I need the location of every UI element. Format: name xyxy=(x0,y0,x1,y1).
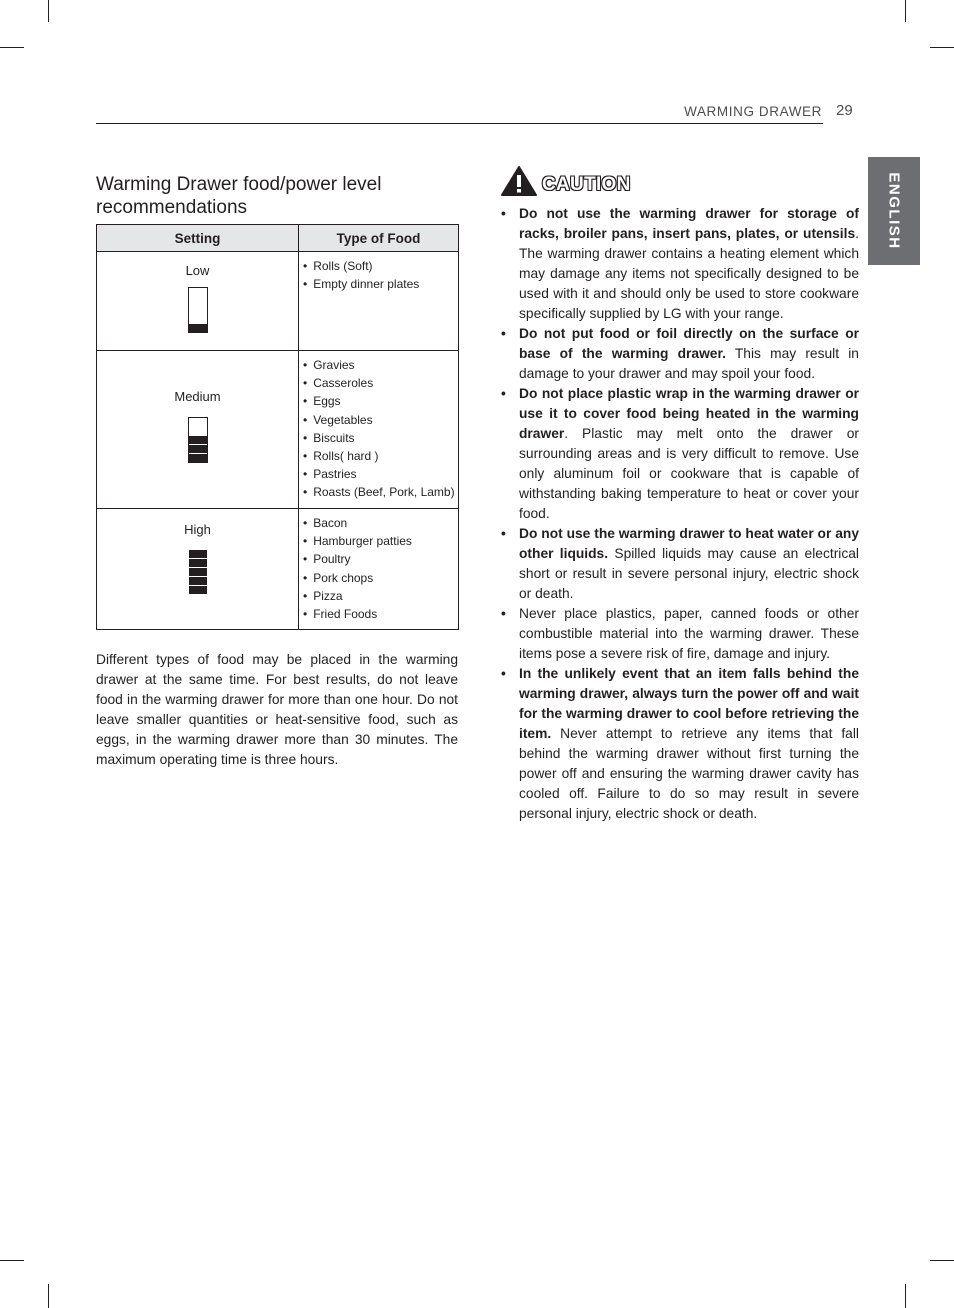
food-item: • Hamburger patties xyxy=(303,532,458,550)
caution-item xyxy=(500,324,859,384)
setting-cell xyxy=(97,509,299,630)
page-number: 29 xyxy=(836,102,853,119)
food-item: • Pastries xyxy=(303,465,458,483)
crop-mark xyxy=(905,0,906,22)
setting-cell xyxy=(97,252,299,351)
crop-mark xyxy=(930,47,954,48)
food-item: • Eggs xyxy=(303,392,458,410)
power-level-meter xyxy=(189,550,207,594)
level-segment-filled xyxy=(189,324,207,332)
food-item: • Fried Foods xyxy=(303,605,458,623)
caution-item xyxy=(500,664,859,824)
level-segment-empty xyxy=(189,427,207,435)
caution-item-text: Never attempt to retrieve any items that fall behind the warming drawer without first turning the power off and ensuring the warming drawer cavity has cooled off. Failure to do so may result in severe personal injury, electric shock or death. xyxy=(519,726,859,821)
caution-label: CAUTION xyxy=(542,174,631,195)
caution-item xyxy=(500,604,859,664)
caution-item-text: This may result in damage to your drawer and may spoil your food. xyxy=(519,346,859,381)
warning-triangle-icon xyxy=(500,165,538,197)
running-header: WARMING DRAWER xyxy=(684,104,822,119)
food-item: • Bacon xyxy=(303,514,458,532)
caution-item-bold: Do not put food or foil directly on the surface or base of the warming drawer. xyxy=(519,326,859,361)
table-row xyxy=(97,509,459,630)
caution-item xyxy=(500,204,859,324)
food-item: • Poultry xyxy=(303,550,458,568)
caution-item-text: . The warming drawer contains a heating element which may damage any items not specifically designed to be used with it and should only be used to store cookware specifically supplied by LG with your range. xyxy=(519,226,859,321)
food-item: • Pork chops xyxy=(303,569,458,587)
caution-item-bold: Do not use the warming drawer to heat water or any other liquids. xyxy=(519,526,859,561)
food-item: • Empty dinner plates xyxy=(303,275,458,293)
table-row xyxy=(97,252,459,351)
setting-label: High xyxy=(184,522,211,537)
level-segment-empty xyxy=(189,297,207,305)
level-segment-empty xyxy=(189,288,207,296)
food-item: • Rolls( hard ) xyxy=(303,447,458,465)
level-segment-filled xyxy=(189,577,207,585)
caution-item-text: . Plastic may melt onto the drawer or surrounding areas and is very difficult to remove. Use only aluminum foil or cookware that is capable of withstanding baking temperature to heat or cover your food. xyxy=(519,426,859,521)
level-segment-filled xyxy=(189,586,207,594)
crop-mark xyxy=(0,47,24,48)
level-segment-filled xyxy=(189,568,207,576)
crop-mark xyxy=(905,1284,906,1308)
food-list xyxy=(299,351,458,508)
column-header-food: Type of Food xyxy=(299,225,459,252)
setting-label: Low xyxy=(185,263,210,278)
power-level-meter xyxy=(188,287,208,333)
food-item: • Pizza xyxy=(303,587,458,605)
crop-mark xyxy=(0,1260,24,1261)
caution-item xyxy=(500,524,859,604)
food-item: • Rolls (Soft) xyxy=(303,257,458,275)
caution-heading xyxy=(500,165,680,197)
setting-label: Medium xyxy=(174,389,221,404)
caution-item-text: Spilled liquids may cause an electrical short or result in severe personal injury, electric shock or death. xyxy=(519,546,859,601)
level-segment-filled xyxy=(189,454,207,462)
header-rule xyxy=(96,123,823,124)
crop-mark xyxy=(930,1260,954,1261)
power-level-meter xyxy=(188,417,208,463)
food-item: • Vegetables xyxy=(303,411,458,429)
level-segment-filled xyxy=(189,436,207,444)
language-tab xyxy=(868,157,920,265)
food-item: • Biscuits xyxy=(303,429,458,447)
level-segment-filled xyxy=(189,559,207,567)
level-segment-empty xyxy=(189,315,207,323)
food-item: • Casseroles xyxy=(303,374,458,392)
usage-paragraph: Different types of food may be placed in the warming drawer at the same time. For best results, do not leave food in the warming drawer for more than one hour. Do not leave smaller quantities or heat-sensitive food, such as eggs, in the warming drawer more than 30 minutes. The maximum operating time is three hours. xyxy=(96,652,458,767)
caution-item-bold: Do not use the warming drawer for storage of racks, broiler pans, insert pans, plates, or utensils xyxy=(519,206,859,241)
food-cell xyxy=(299,351,459,509)
food-list xyxy=(299,509,458,629)
caution-item-bold: In the unlikely event that an item falls behind the warming drawer, always turn the power off and wait for the warming drawer to cool before retrieving the item. xyxy=(519,666,859,741)
caution-item-text: Never place plastics, paper, canned foods or other combustible material into the warming drawer. These items pose a severe risk of fire, damage and injury. xyxy=(519,606,859,661)
caution-item xyxy=(500,384,859,524)
crop-mark xyxy=(48,1284,49,1308)
food-cell xyxy=(299,509,459,630)
food-cell xyxy=(299,252,459,351)
food-item: • Gravies xyxy=(303,356,458,374)
table-row xyxy=(97,351,459,509)
section-title: Warming Drawer food/power level recommendations xyxy=(96,174,382,218)
caution-item-bold: Do not place plastic wrap in the warming drawer or use it to cover food being heated in the warming drawer xyxy=(519,386,859,441)
setting-cell xyxy=(97,351,299,509)
food-item: • Roasts (Beef, Pork, Lamb) xyxy=(303,483,458,501)
food-list xyxy=(299,252,458,299)
level-segment-empty xyxy=(189,306,207,314)
crop-mark xyxy=(48,0,49,22)
language-tab-label: ENGLISH xyxy=(885,172,903,250)
recommendation-table xyxy=(96,224,459,630)
column-header-setting: Setting xyxy=(97,225,299,252)
level-segment-empty xyxy=(189,418,207,426)
table-header-row xyxy=(97,225,459,252)
caution-list xyxy=(500,204,859,824)
level-segment-filled xyxy=(189,550,207,558)
level-segment-filled xyxy=(189,445,207,453)
